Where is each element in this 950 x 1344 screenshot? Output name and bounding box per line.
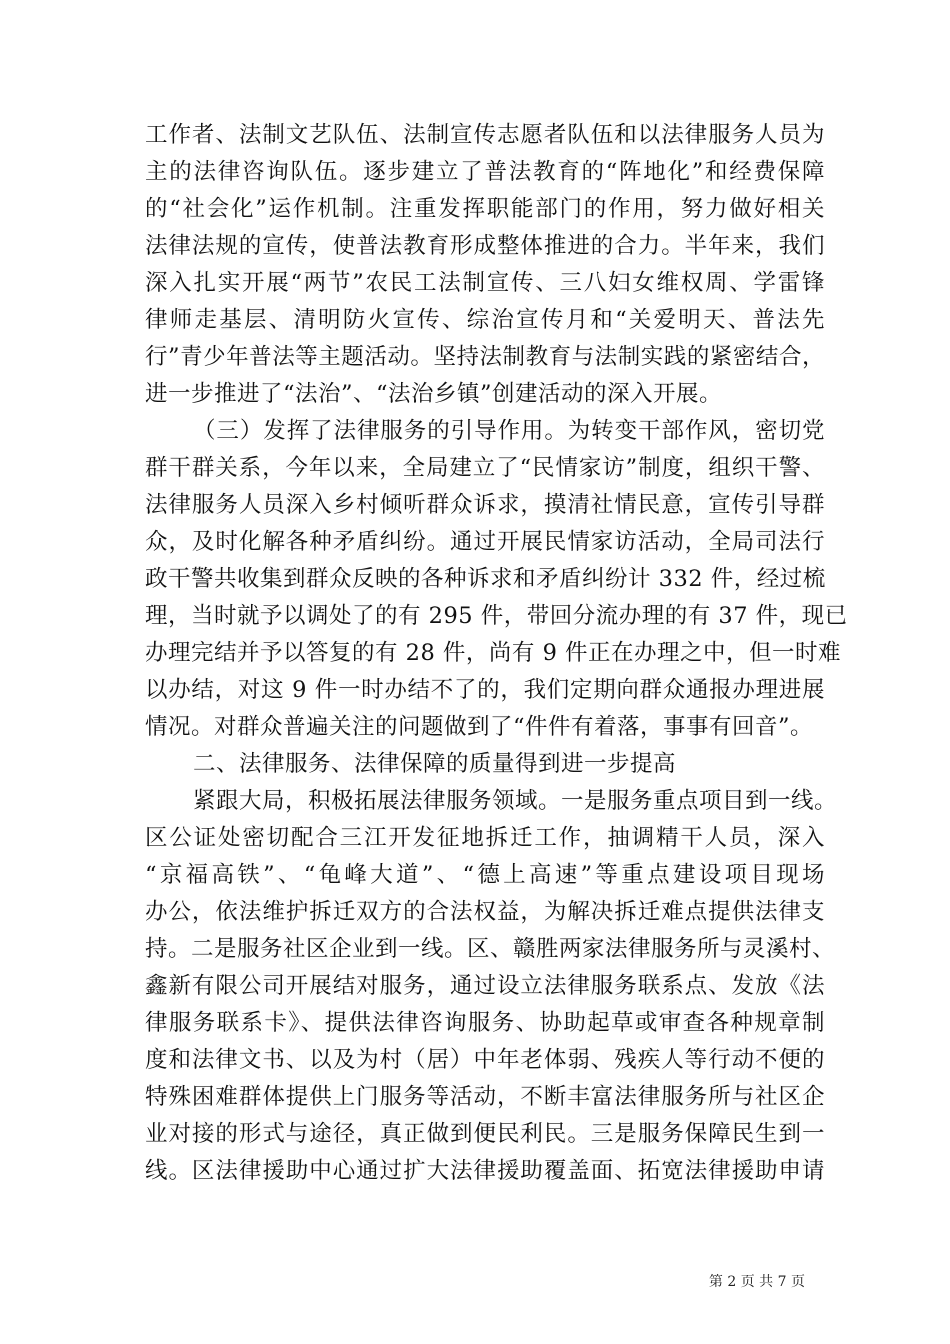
text-line: 法律服务人员深入乡村倾听群众诉求，摸清社情民意，宣传引导群 bbox=[145, 492, 825, 518]
text-line: 律服务联系卡》、提供法律咨询服务、协助起草或审查各种规章制 bbox=[145, 1010, 825, 1036]
text-line: 进一步推进了“法治”、“法治乡镇”创建活动的深入开展。 bbox=[145, 381, 723, 407]
text-line: 群干群关系，今年以来，全局建立了“民情家访”制度，组织干警、 bbox=[145, 455, 825, 481]
text-line: 工作者、法制文艺队伍、法制宣传志愿者队伍和以法律服务人员为 bbox=[145, 122, 825, 148]
text-line: 鑫新有限公司开展结对服务，通过设立法律服务联系点、发放《法 bbox=[145, 973, 825, 999]
text-line: 行”青少年普法等主题活动。坚持法制教育与法制实践的紧密结合， bbox=[145, 344, 825, 370]
text-line: 深入扎实开展“两节”农民工法制宣传、三八妇女维权周、学雷锋 bbox=[145, 270, 825, 296]
text-line: 度和法律文书、以及为村（居）中年老体弱、残疾人等行动不便的 bbox=[145, 1047, 825, 1073]
text-line: 线。区法律援助中心通过扩大法律援助覆盖面、拓宽法律援助申请 bbox=[145, 1158, 825, 1184]
text-line: 理，当时就予以调处了的有 295 件，带回分流办理的有 37 件，现已 bbox=[145, 603, 848, 629]
text-line: 特殊困难群体提供上门服务等活动，不断丰富法律服务所与社区企 bbox=[145, 1084, 825, 1110]
text-line: 主的法律咨询队伍。逐步建立了普法教育的“阵地化”和经费保障 bbox=[145, 159, 825, 185]
section-heading: 二、法律服务、法律保障的质量得到进一步提高 bbox=[193, 751, 677, 777]
text-line: 持。二是服务社区企业到一线。区、赣胜两家法律服务所与灵溪村、 bbox=[145, 936, 836, 962]
text-line: 法律法规的宣传，使普法教育形成整体推进的合力。半年来，我们 bbox=[145, 233, 825, 259]
text-line: 办理完结并予以答复的有 28 件，尚有 9 件正在办理之中，但一时难 bbox=[145, 640, 842, 666]
text-line: 政干警共收集到群众反映的各种诉求和矛盾纠纷计 332 件，经过梳 bbox=[145, 566, 826, 592]
text-line: 众，及时化解各种矛盾纠纷。通过开展民情家访活动，全局司法行 bbox=[145, 529, 825, 555]
text-line: 区公证处密切配合三江开发征地拆迁工作，抽调精干人员，深入 bbox=[145, 825, 825, 851]
page-number: 第 2 页 共 7 页 bbox=[708, 1274, 805, 1290]
text-line: 以办结，对这 9 件一时办结不了的，我们定期向群众通报办理进展 bbox=[145, 677, 825, 703]
text-line: 的“社会化”运作机制。注重发挥职能部门的作用，努力做好相关 bbox=[145, 196, 825, 222]
text-line: 情况。对群众普遍关注的问题做到了“件件有着落，事事有回音”。 bbox=[145, 714, 814, 740]
paragraph-first-line: 紧跟大局，积极拓展法律服务领域。一是服务重点项目到一线。 bbox=[193, 788, 838, 814]
text-line: 律师走基层、清明防火宣传、综治宣传月和“关爱明天、普法先 bbox=[145, 307, 825, 333]
text-line: “京福高铁”、“龟峰大道”、“德上高速”等重点建设项目现场 bbox=[145, 862, 825, 888]
text-line: 业对接的形式与途径，真正做到便民利民。三是服务保障民生到一 bbox=[145, 1121, 825, 1147]
paragraph-first-line: （三）发挥了法律服务的引导作用。为转变干部作风，密切党 bbox=[193, 418, 825, 444]
text-line: 办公，依法维护拆迁双方的合法权益，为解决拆迁难点提供法律支 bbox=[145, 899, 825, 925]
